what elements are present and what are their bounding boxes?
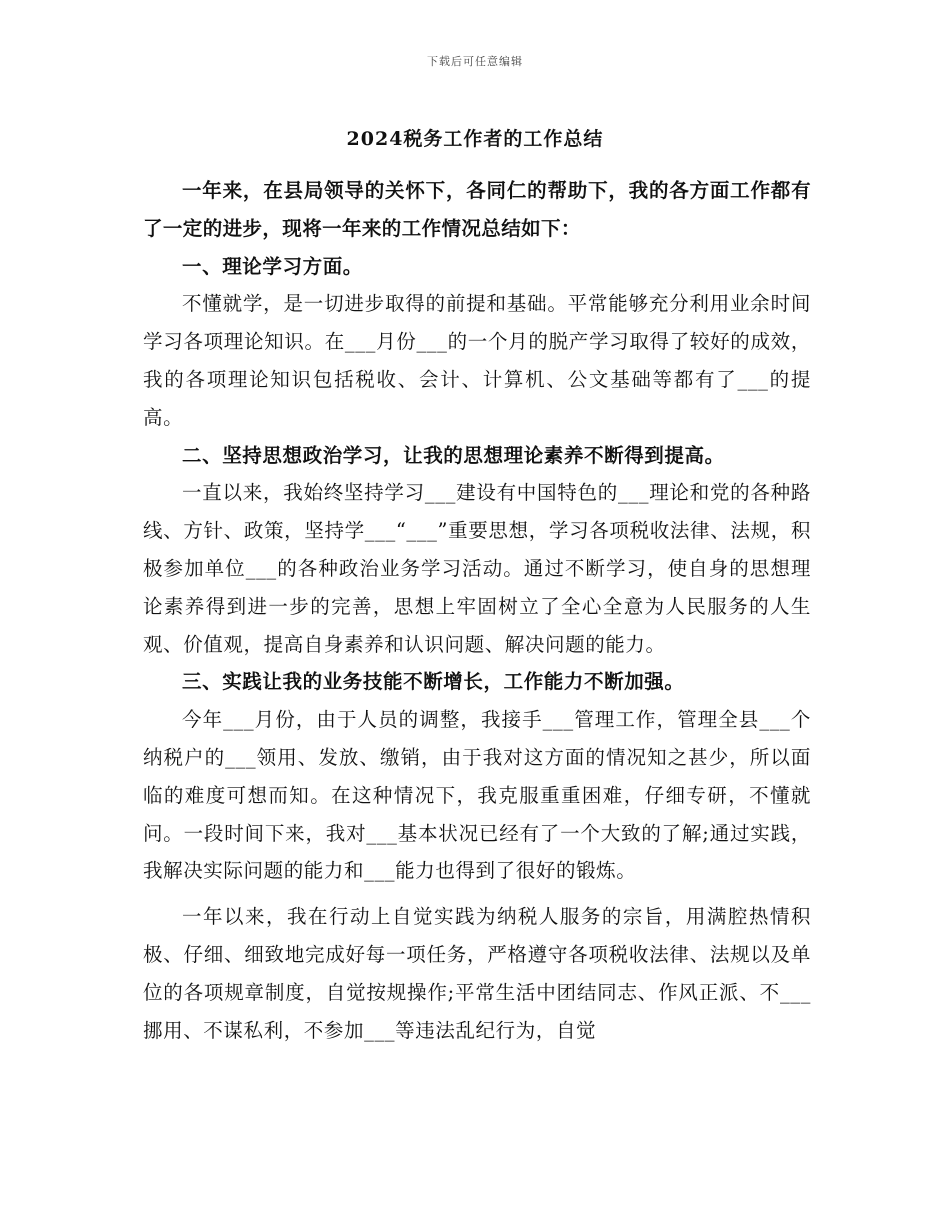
paragraph-practice: 今年___月份，由于人员的调整，我接手___管理工作，管理全县___个纳税户的___领用、发放、缴销，由于我对这方面的情况知之甚少，所以面临的难度可想而知。在这种情况下，我克服重重困难，仔细专研，不懂就问。一段时间下来，我对___基本状况已经有了一个大致的了解;通过实践，我解决实际问题的能力和___能力也得到了很好的锻炼。 [143, 708, 811, 883]
document-title: 2024税务工作者的工作总结 [346, 128, 604, 150]
header-note: 下载后可任意编辑 [427, 55, 523, 68]
paragraph-conduct: 一年以来，我在行动上自觉实践为纳税人服务的宗旨，用满腔热情积极、仔细、细致地完成好每一项任务，严格遵守各项税收法律、法规以及单位的各项规章制度，自觉按规操作;平常生活中团结同志、作风正派、不___挪用、不谋私利，不参加___等违法乱纪行为，自觉 [143, 905, 811, 1042]
section-heading-politics: 二、坚持思想政治学习，让我的思想理论素养不断得到提高。 [182, 443, 725, 467]
section-heading-theory: 一、理论学习方面。 [182, 254, 363, 278]
document-body [143, 172, 811, 1049]
section-heading-practice: 三、实践让我的业务技能不断增长，工作能力不断加强。 [182, 670, 685, 694]
intro-paragraph: 一年来，在县局领导的关怀下，各同仁的帮助下，我的各方面工作都有了一定的进步，现将一年来的工作情况总结如下： [143, 179, 811, 240]
paragraph-politics: 一直以来，我始终坚持学习___建设有中国特色的___理论和党的各种路线、方针、政策，坚持学___“___”重要思想，学习各项税收法律、法规，积极参加单位___的各种政治业务学习活动。通过不断学习，使自身的思想理论素养得到进一步的完善，思想上牢固树立了全心全意为人民服务的人生观、价值观，提高自身素养和认识问题、解决问题的能力。 [143, 481, 811, 656]
paragraph-theory: 不懂就学，是一切进步取得的前提和基础。平常能够充分利用业余时间学习各项理论知识。在___月份___的一个月的脱产学习取得了较好的成效，我的各项理论知识包括税收、会计、计算机、公文基础等都有了___的提高。 [143, 292, 811, 429]
